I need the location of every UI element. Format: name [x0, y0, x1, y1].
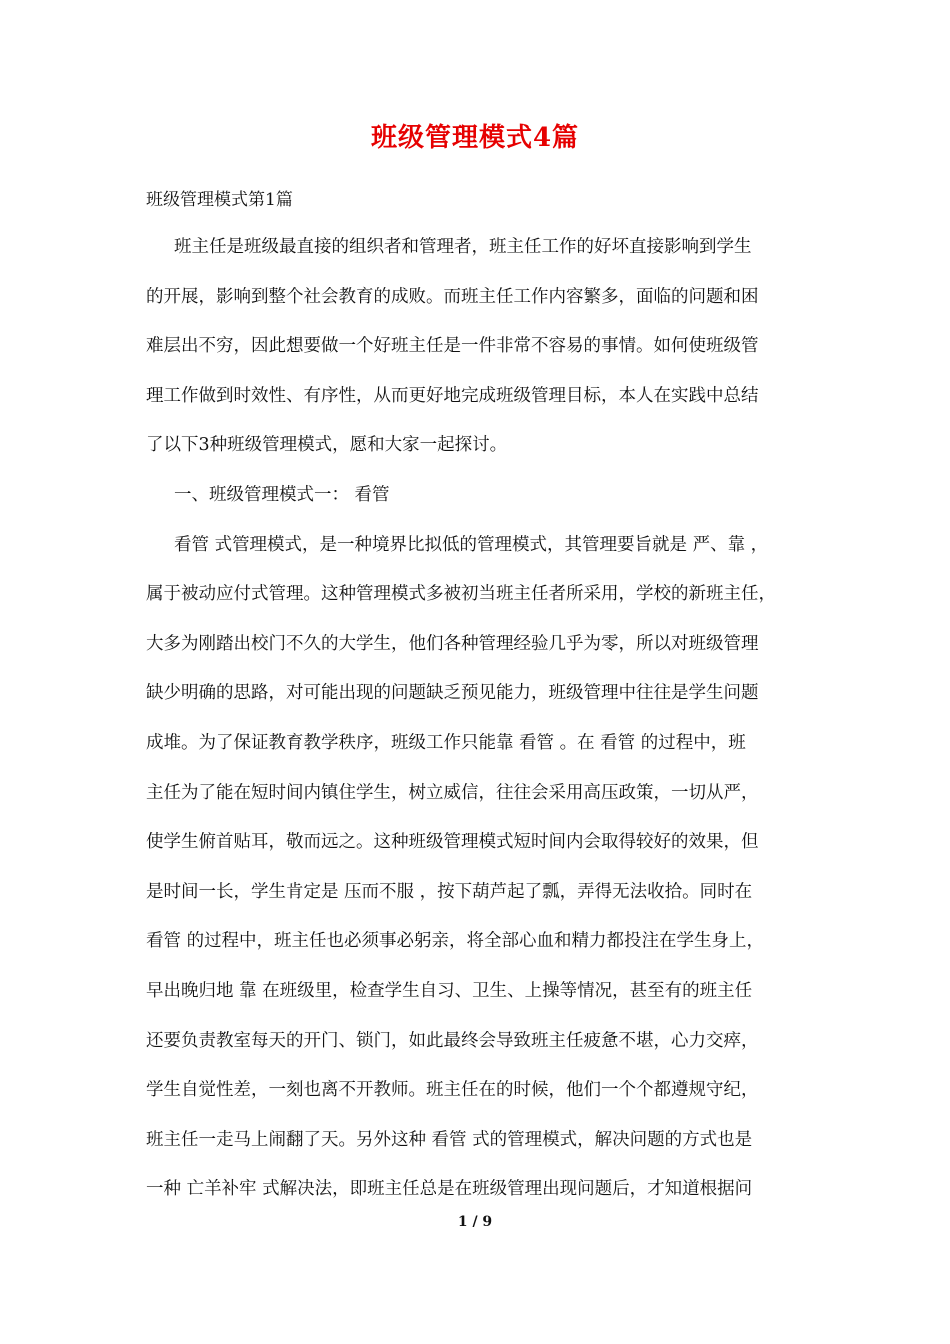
paragraph-line: 的开展，影响到整个社会教育的成败。而班主任工作内容繁多，面临的问题和困 — [146, 286, 759, 307]
article-subheading: 班级管理模式第1篇 — [146, 190, 293, 210]
paragraph-line: 成堆。为了保证教育教学秩序，班级工作只能靠 看管 。在 看管 的过程中，班 — [146, 732, 746, 753]
paragraph-line: 看管 的过程中，班主任也必须事必躬亲，将全部心血和精力都投注在学生身上， — [146, 931, 765, 952]
paragraph-line: 还要负责教室每天的开门、锁门，如此最终会导致班主任疲惫不堪，心力交瘁， — [146, 1030, 759, 1051]
paragraph-line: 班主任是班级最直接的组织者和管理者，班主任工作的好坏直接影响到学生 — [174, 237, 752, 257]
paragraph-line: 了以下3种班级管理模式，愿和大家一起探讨。 — [146, 435, 508, 456]
paragraph-line: 理工作做到时效性、有序性，从而更好地完成班级管理目标，本人在实践中总结 — [146, 385, 759, 406]
paragraph-line: 是时间一长，学生肯定是 压而不服 ，按下葫芦起了瓢，弄得无法收拾。同时在 — [146, 881, 753, 902]
body-text — [146, 232, 814, 1224]
paragraph-line: 早出晚归地 靠 在班级里，检查学生自习、卫生、上操等情况，甚至有的班主任 — [146, 980, 753, 1001]
paragraph-line: 难层出不穷，因此想要做一个好班主任是一件非常不容易的事情。如何使班级管 — [146, 336, 759, 357]
page-number: 1 / 9 — [457, 1214, 493, 1230]
paragraph-line: 一种 亡羊补牢 式解决法，即班主任总是在班级管理出现问题后，才知道根据问 — [146, 1179, 753, 1200]
document-title: 班级管理模式4篇 — [370, 123, 580, 153]
paragraph-line: 缺少明确的思路，对可能出现的问题缺乏预见能力，班级管理中往往是学生问题 — [146, 683, 759, 704]
paragraph-line: 使学生俯首贴耳，敬而远之。这种班级管理模式短时间内会取得较好的效果，但 — [146, 832, 759, 853]
paragraph-line: 大多为刚踏出校门不久的大学生，他们各种管理经验几乎为零，所以对班级管理 — [146, 633, 759, 654]
paragraph-line: 班主任一走马上闹翻了天。另外这种 看管 式的管理模式，解决问题的方式也是 — [146, 1129, 753, 1150]
section-heading: 一、班级管理模式一： 看管 — [174, 484, 390, 505]
paragraph-line: 看管 式管理模式，是一种境界比拟低的管理模式，其管理要旨就是 严、靠 ， — [174, 534, 769, 555]
paragraph-line: 属于被动应付式管理。这种管理模式多被初当班主任者所采用，学校的新班主任， — [146, 584, 776, 605]
paragraph-line: 学生自觉性差，一刻也离不开教师。班主任在的时候，他们一个个都遵规守纪， — [146, 1080, 759, 1101]
paragraph-line: 主任为了能在短时间内镇住学生，树立威信，往往会采用高压政策，一切从严， — [146, 782, 759, 803]
